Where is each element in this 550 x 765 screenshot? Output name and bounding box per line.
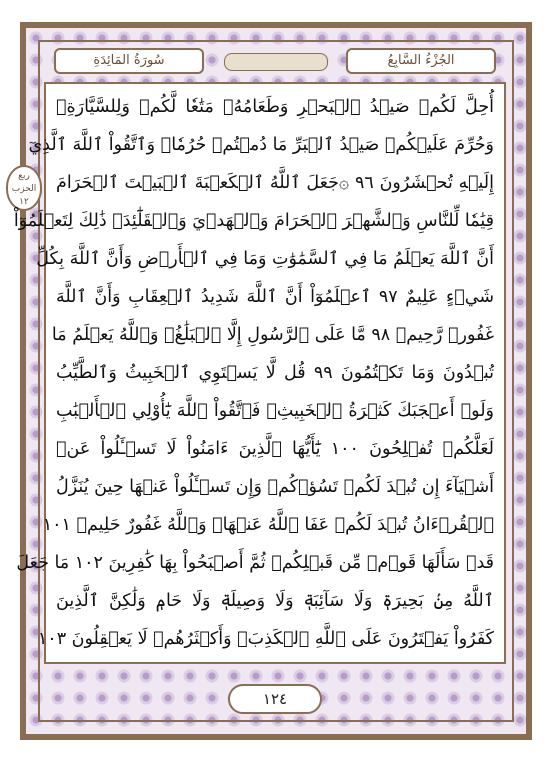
surah-label: سُورَةُ المَائِدَةِ — [54, 48, 204, 74]
text-line-2: وَحُرِّمَ عَلَيۡكُمۡ صَيۡدُ ٱلۡبَرِّ مَا دُمۡتُمۡ حُرُمٗاۗ وَٱتَّقُواْ ٱللَّهَ ٱلَّذِيٓ — [28, 135, 494, 155]
text-line-12: ٱلۡقُرۡءَانُ تُبۡدَ لَكُمۡ عَفَا ٱللَّهُ عَنۡهَاۗ وَٱللَّهُ غَفُورٌ حَلِيمٞ ١٠١ — [42, 515, 494, 535]
text-line-14: ٱللَّهُ مِنۢ بَحِيرَةٖ وَلَا سَآئِبَةٖ وَلَا وَصِيلَةٖ وَلَا حَامٖ وَلَٰكِنَّ ٱلَّذِينَ — [56, 591, 494, 611]
text-line-1: أُحِلَّ لَكُمۡ صَيۡدُ ٱلۡبَحۡرِ وَطَعَامُهُۥ مَتَٰعٗا لَّكُمۡ وَلِلسَّيَّارَةِۖ — [56, 97, 494, 117]
text-line-3: إِلَيۡهِ تُحۡشَرُونَ ٩٦ ۞جَعَلَ ٱللَّهُ ٱلۡكَعۡبَةَ ٱلۡبَيۡتَ ٱلۡحَرَامَ — [56, 173, 494, 193]
text-line-15: كَفَرُواْ يَفۡتَرُونَ عَلَى ٱللَّهِ ٱلۡكَذِبَۖ وَأَكۡثَرُهُمۡ لَا يَعۡقِلُونَ ١٠٣ — [37, 629, 494, 649]
page-header — [44, 44, 506, 78]
text-line-9: وَلَوۡ أَعۡجَبَكَ كَثۡرَةُ ٱلۡخَبِيثِۚ فَٱتَّقُواْ ٱللَّهَ يَٰٓأُوْلِي ٱلۡأَلۡبَٰبِ — [56, 401, 494, 421]
text-line-4: قِيَٰمٗا لِّلنَّاسِ وَٱلشَّهۡرَ ٱلۡحَرَامَ وَٱلۡهَدۡيَ وَٱلۡقَلَٰٓئِدَۚ ذَٰلِكَ لِتَعۡلَمُوٓاْ — [13, 211, 494, 231]
page-number: ١٢٤ — [228, 684, 322, 714]
hizb-marker: ربع الحزب ١٢ — [6, 165, 42, 211]
text-line-8: تُبۡدُونَ وَمَا تَكۡتُمُونَ ٩٩ قُل لَّا يَسۡتَوِي ٱلۡخَبِيثُ وَٱلطَّيِّبُ — [56, 363, 494, 383]
text-line-6: شَيۡءٍ عَلِيمٌ ٩٧ ٱعۡلَمُوٓاْ أَنَّ ٱللَّهَ شَدِيدُ ٱلۡعِقَابِ وَأَنَّ ٱللَّهَ — [56, 287, 494, 307]
text-line-7: غَفُورٞ رَّحِيمٞ ٩٨ مَّا عَلَى ٱلرَّسُولِ إِلَّا ٱلۡبَلَٰغُۗ وَٱللَّهُ يَعۡلَمُ مَا — [51, 325, 494, 345]
text-line-11: أَشۡيَآءَ إِن تُبۡدَ لَكُمۡ تَسُؤۡكُمۡ وَإِن تَسۡـَٔلُواْ عَنۡهَا حِينَ يُنَزَّلُ — [56, 477, 494, 497]
header-ornament — [224, 53, 328, 71]
juz-label: الجُزْءُ السَّابِعُ — [346, 48, 496, 74]
text-line-13: قَدۡ سَأَلَهَا قَوۡمٞ مِّن قَبۡلِكُمۡ ثُمَّ أَصۡبَحُواْ بِهَا كَٰفِرِينَ ١٠٢ مَا جَعَلَ — [16, 553, 494, 573]
text-line-5: أَنَّ ٱللَّهَ يَعۡلَمُ مَا فِي ٱلسَّمَٰوَٰتِ وَمَا فِي ٱلۡأَرۡضِ وَأَنَّ ٱللَّهَ بِكُلِّ — [36, 249, 494, 269]
text-line-10: لَعَلَّكُمۡ تُفۡلِحُونَ ١٠٠ يَٰٓأَيُّهَا ٱلَّذِينَ ءَامَنُواْ لَا تَسۡـَٔلُواْ عَنۡ — [56, 439, 494, 459]
